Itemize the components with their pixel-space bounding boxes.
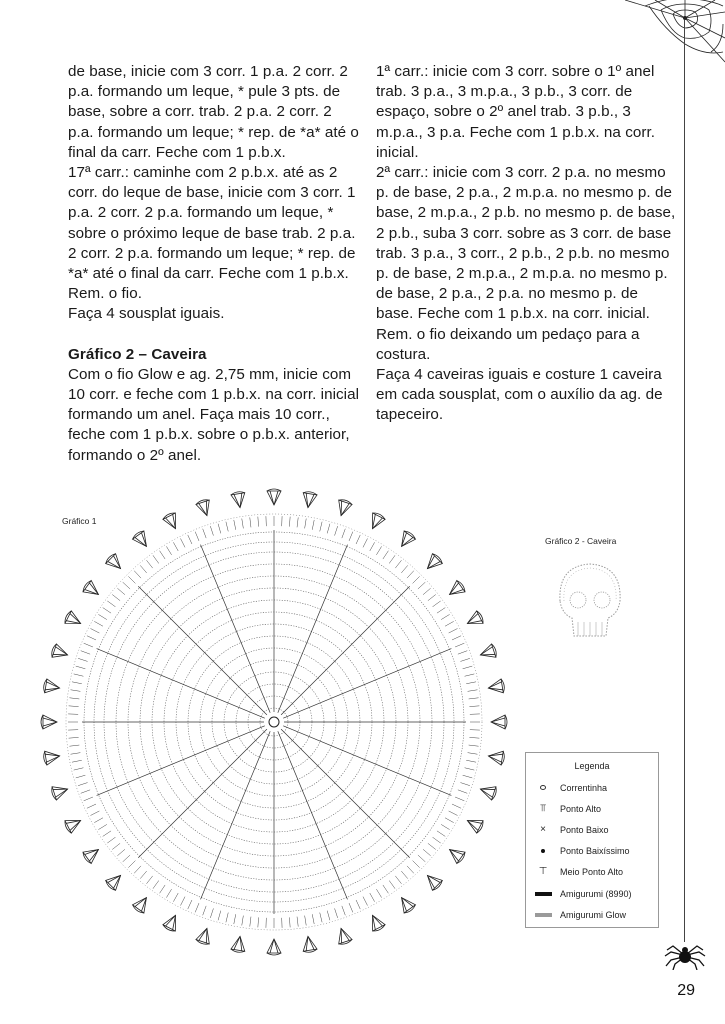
legend-title: Legenda: [574, 761, 610, 771]
legend-item: [526, 819, 658, 840]
chart2-label: Gráfico 2 - Caveira: [545, 536, 617, 546]
legend-item: [526, 862, 658, 883]
black-yarn-swatch-icon: [535, 892, 552, 896]
spider-web-decoration: [625, 0, 725, 70]
single-crochet-icon: ×: [540, 823, 546, 835]
spider-thread: [684, 20, 685, 942]
page-number: 29: [677, 982, 695, 999]
left-text-column: [68, 62, 360, 466]
legend-label: Correntinha: [560, 782, 608, 793]
crochet-chart-skull: [540, 556, 640, 646]
paragraph: Faça 4 caveiras iguais e costure 1 caveira em cada sousplat, com o auxílio da ag. de tapeceiro.: [376, 366, 663, 424]
paragraph: 1ª carr.: inicie com 3 corr. sobre o 1º anel trab. 3 p.a., 3 m.p.a., 3 p.b., 3 corr. de espaço, sobre o 2º anel trab. 3 p.b., 3 m.p.a., 3 p.a. Feche com 1 p.b.x. na corr. inicial.: [376, 63, 655, 161]
paragraph: Faça 4 sousplat iguais.: [68, 305, 225, 323]
legend-item: [526, 841, 658, 862]
glow-yarn-swatch-icon: [535, 913, 552, 917]
legend-item: [526, 777, 658, 798]
crochet-chart-sousplat: [24, 476, 524, 976]
spider-icon: [663, 940, 707, 970]
right-text-column: [376, 62, 676, 426]
paragraph: Com o fio Glow e ag. 2,75 mm, inicie com 10 corr. e feche com 1 p.b.x. na corr. inicial formando um anel. Faça mais 10 corr., feche com 1 p.b.x. sobre o p.b.x. anterior, formando o 2º anel.: [68, 365, 360, 464]
half-double-crochet-icon: ⊤: [538, 866, 548, 878]
legend-label: Ponto Baixo: [560, 824, 609, 835]
chart1-label: Gráfico 1: [62, 516, 97, 526]
paragraph: 17ª carr.: caminhe com 2 p.b.x. até as 2 corr. do leque de base, inicie com 3 corr. 1 p.a. 2 corr. 2 p.a. formando um leque, * sobre o próximo leque de base trab. 2 p.a. 2 corr. 2 p.a. formando um leque; * rep. de *a* até o final da carr. Feche com 1 p.b.x. Rem. o fio.: [68, 164, 356, 303]
legend-item: [526, 883, 658, 904]
legend-label: Ponto Alto: [560, 803, 602, 814]
chain-stitch-icon: [540, 785, 546, 790]
legend-label: Amigurumi (8990): [560, 888, 632, 899]
chart-legend: [525, 752, 659, 928]
paragraph: de base, inicie com 3 corr. 1 p.a. 2 corr. 2 p.a. formando um leque, * pule 3 pts. de base, sobre a corr. trab. 2 p.a. 2 corr. 2 p.a. formando um leque; * rep. de *a* até o final da carr. Feche com 1 p.b.x.: [68, 63, 359, 161]
paragraph: 2ª carr.: inicie com 3 corr. 2 p.a. no mesmo p. de base, 2 p.a., 2 m.p.a. no mesmo p. de base, 2 m.p.a., 2 p.b. no mesmo p. de base, 2 p.b., suba 3 corr. sobre as 3 corr. de base trab. 3 p.a., 3 corr., 2 p.b., 2 p.b. no mesmo p. de base, 2 m.p.a., 2 m.p.a. no mesmo p. de base, 2 p.a., 2 p.a. no mesmo p. de base. Feche com 1 p.b.x. na corr. inicial. Rem. o fio deixando um pedaço para a costura.: [376, 164, 676, 363]
section-heading: Gráfico 2 – Caveira: [68, 345, 207, 363]
legend-label: Meio Ponto Alto: [560, 867, 624, 878]
double-crochet-icon: ⫪: [540, 802, 546, 814]
legend-item: [526, 904, 658, 925]
legend-label: Ponto Baixíssimo: [560, 846, 630, 857]
slip-stitch-icon: [541, 849, 545, 853]
legend-item: [526, 798, 658, 819]
legend-label: Amigurumi Glow: [560, 909, 627, 920]
